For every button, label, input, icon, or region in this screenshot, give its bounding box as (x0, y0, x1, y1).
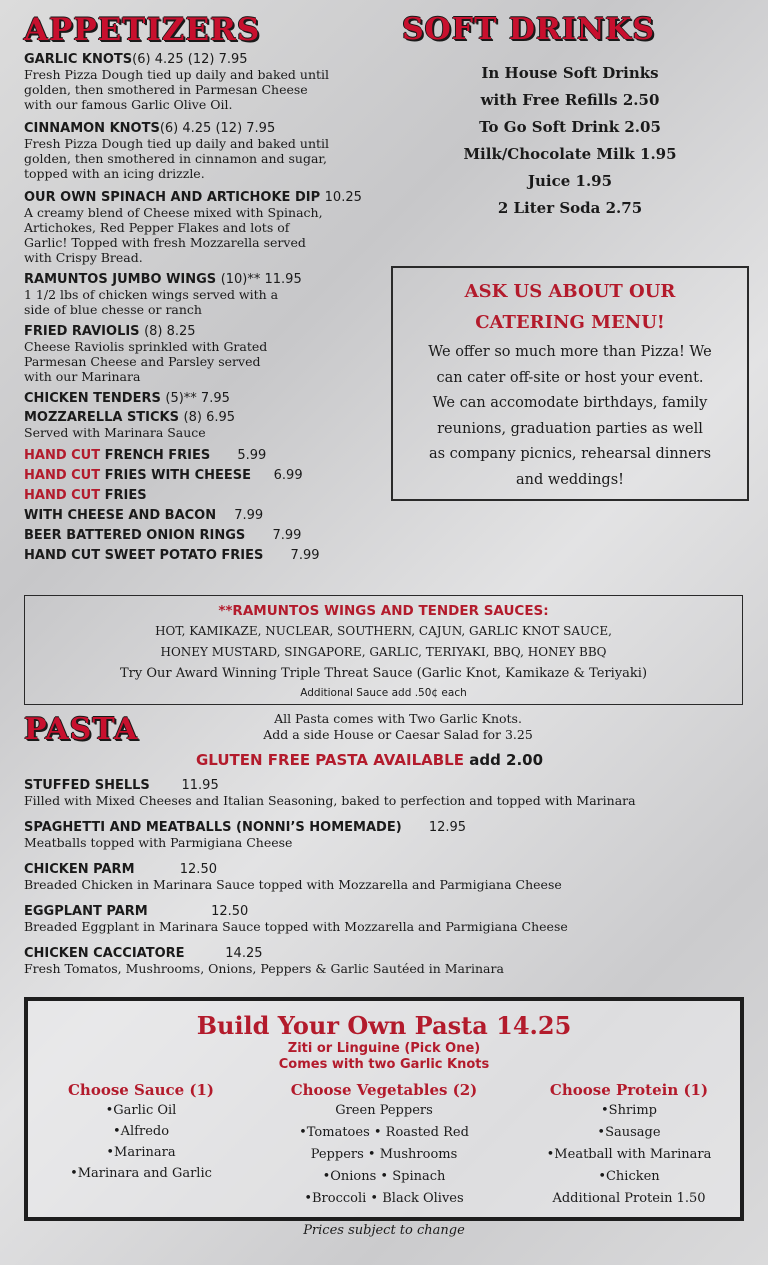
pasta-list (24, 778, 744, 976)
item-name: SPAGHETTI AND MEATBALLS (NONNI’S HOMEMADE) (24, 820, 402, 835)
item-name: CINNAMON KNOTS (24, 121, 160, 136)
fries-list (24, 446, 394, 566)
item-name: EGGPLANT PARM (24, 904, 148, 919)
sauces-box (24, 595, 743, 705)
item-price: (6) 4.25 (12) 7.95 (159, 121, 276, 136)
menu-item (24, 410, 394, 440)
vegetable-option: Peppers • Mushrooms (310, 1147, 458, 1162)
item-desc: Fresh Tomatos, Mushrooms, Onions, Peppers & Garlic Sautéed in Marinara (24, 961, 504, 976)
soft-drinks-heading: SOFT DRINKS (402, 12, 656, 47)
item-desc: 1 1/2 lbs of chicken wings served with a (24, 287, 279, 302)
item-price: 6.99 (273, 468, 303, 483)
menu-item (24, 121, 394, 181)
item-desc: Breaded Eggplant in Marinara Sauce topped with Mozzarella and Parmigiana Cheese (24, 919, 568, 934)
item-name: BEER BATTERED ONION RINGS (24, 528, 246, 543)
item-desc: with our Marinara (24, 369, 141, 384)
protein-option: •Sausage (597, 1125, 661, 1140)
gluten-free-label: GLUTEN FREE PASTA AVAILABLE (196, 751, 464, 769)
vegetable-option: •Broccoli • Black Olives (304, 1191, 464, 1206)
item-name: STUFFED SHELLS (24, 778, 150, 793)
sauce-option: •Garlic Oil (105, 1103, 177, 1118)
catering-line: reunions, graduation parties as well (437, 420, 703, 437)
item-price: 10.25 (324, 190, 362, 205)
sauce-option: •Alfredo (112, 1124, 170, 1139)
item-name: FRIES WITH CHEESE (100, 468, 252, 483)
item-price: 11.95 (181, 778, 219, 793)
build-title: Build Your Own Pasta 14.25 (196, 1011, 572, 1040)
sauce-option: •Marinara and Garlic (70, 1166, 212, 1181)
item-desc: side of blue chesse or ranch (24, 302, 202, 317)
soft-drinks-list (400, 60, 740, 222)
item-price: (8) 8.25 (144, 324, 196, 339)
pasta-note: All Pasta comes with Two Garlic Knots. (274, 711, 522, 726)
gluten-free-line (196, 751, 543, 769)
item-name: WITH CHEESE AND BACON (24, 508, 217, 523)
item-desc: Meatballs topped with Parmigiana Cheese (24, 835, 293, 850)
protein-column-title: Choose Protein (1) (549, 1081, 709, 1099)
sauce-column-title: Choose Sauce (1) (67, 1081, 215, 1099)
appetizers-heading: APPETIZERS (24, 12, 261, 48)
item-price: (6) 4.25 (12) 7.95 (132, 52, 248, 67)
menu-item (24, 862, 744, 892)
item-desc: Served with Marinara Sauce (24, 425, 206, 440)
item-name: MOZZARELLA STICKS (24, 410, 179, 425)
catering-title-1: ASK US ABOUT OUR (464, 281, 676, 302)
drink-item: 2 Liter Soda 2.75 (497, 199, 643, 217)
item-desc: Parmesan Cheese and Parsley served (24, 354, 261, 369)
protein-option: •Meatball with Marinara (546, 1147, 712, 1162)
drink-item: with Free Refills 2.50 (480, 91, 660, 109)
item-desc: Garlic! Topped with fresh Mozzarella served (24, 235, 306, 250)
item-price: 7.99 (272, 528, 302, 543)
sauces-line: HOT, KAMIKAZE, NUCLEAR, SOUTHERN, CAJUN, GARLIC KNOT SAUCE, (155, 624, 612, 638)
item-name: FRENCH FRIES (100, 448, 211, 463)
catering-line: We offer so much more than Pizza! We (428, 344, 712, 360)
item-desc: with our famous Garlic Olive Oil. (24, 97, 233, 112)
protein-option: Additional Protein 1.50 (552, 1191, 706, 1206)
appetizers-list (24, 52, 394, 566)
menu-item (24, 946, 744, 976)
drink-item: In House Soft Drinks (481, 64, 659, 82)
pasta-notes (228, 711, 568, 743)
drink-item: Juice 1.95 (527, 172, 613, 190)
item-name: RAMUNTOS JUMBO WINGS (24, 272, 217, 287)
item-desc: Breaded Chicken in Marinara Sauce topped with Mozzarella and Parmigiana Cheese (24, 877, 562, 892)
catering-line: We can accomodate birthdays, family (432, 395, 708, 411)
catering-title-2: CATERING MENU! (475, 312, 665, 333)
item-price: 5.99 (237, 448, 267, 463)
item-desc: golden, then smothered in cinnamon and sugar, (24, 151, 327, 166)
item-name: CHICKEN CACCIATORE (24, 946, 185, 961)
menu-item (24, 904, 744, 934)
vegetable-option: •Onions • Spinach (322, 1169, 446, 1184)
menu-item (24, 778, 744, 808)
build-sub: Comes with two Garlic Knots (278, 1057, 490, 1072)
item-price: 12.50 (211, 904, 249, 919)
menu-item (24, 190, 394, 265)
item-name: OUR OWN SPINACH AND ARTICHOKE DIP (24, 190, 321, 205)
build-sub: Ziti or Linguine (Pick One) (287, 1041, 481, 1056)
sauces-title: **RAMUNTOS WINGS AND TENDER SAUCES: (218, 603, 549, 619)
menu-item (24, 820, 744, 850)
hand-cut-label: HAND CUT (24, 488, 101, 503)
vegetable-option: •Tomatoes • Roasted Red (299, 1125, 469, 1140)
vegetable-option: Green Peppers (335, 1103, 433, 1118)
pasta-note: Add a side House or Caesar Salad for 3.25 (263, 727, 533, 742)
item-name: CHICKEN PARM (24, 862, 135, 877)
catering-line: as company picnics, rehearsal dinners (428, 446, 712, 462)
item-desc: golden, then smothered in Parmesan Cheese (24, 82, 308, 97)
vegetable-column (264, 1081, 504, 1210)
item-price: 14.25 (225, 946, 263, 961)
item-desc: with Crispy Bread. (24, 250, 143, 265)
item-name: GARLIC KNOTS (24, 52, 133, 67)
item-price: 7.99 (290, 548, 320, 563)
sauce-column (36, 1081, 246, 1184)
prices-disclaimer: Prices subject to change (303, 1223, 465, 1238)
catering-text (393, 340, 747, 493)
build-your-own-box (24, 997, 744, 1221)
protein-column (520, 1081, 738, 1210)
sauces-line: HONEY MUSTARD, SINGAPORE, GARLIC, TERIYAKI, BBQ, HONEY BBQ (160, 645, 607, 659)
item-desc: Artichokes, Red Pepper Flakes and lots of (24, 220, 290, 235)
catering-box (391, 266, 749, 501)
drink-item: To Go Soft Drink 2.05 (479, 118, 661, 136)
item-name: CHICKEN TENDERS (24, 391, 161, 406)
protein-option: •Shrimp (601, 1103, 657, 1118)
catering-line: and weddings! (516, 471, 624, 488)
catering-line: can cater off-site or host your event. (436, 369, 704, 386)
item-desc: topped with an icing drizzle. (24, 166, 205, 181)
item-name: HAND CUT SWEET POTATO FRIES (24, 548, 264, 563)
drink-item: Milk/Chocolate Milk 1.95 (463, 145, 677, 163)
additional-sauce-note: Additional Sauce add .50¢ each (300, 687, 467, 699)
sauce-option: •Marinara (106, 1145, 176, 1160)
item-name: FRIED RAVIOLIS (24, 324, 140, 339)
menu-item (24, 391, 394, 406)
item-desc: Fresh Pizza Dough tied up daily and baked until (24, 67, 330, 82)
item-price: (8) 6.95 (183, 410, 236, 425)
hand-cut-label: HAND CUT (24, 468, 101, 483)
item-price: (10)** 11.95 (220, 272, 302, 287)
item-desc: Fresh Pizza Dough tied up daily and baked until (24, 136, 330, 151)
menu-item (24, 324, 394, 384)
menu-item (24, 272, 394, 317)
item-price: (5)** 7.95 (165, 391, 230, 406)
protein-option: •Chicken (598, 1169, 660, 1184)
menu-item (24, 52, 394, 112)
item-price: 12.95 (428, 820, 467, 835)
pasta-heading: PASTA (24, 712, 139, 747)
item-desc: Filled with Mixed Cheeses and Italian Seasoning, baked to perfection and topped with Marinara (24, 793, 636, 808)
gluten-free-price: add 2.00 (464, 751, 544, 769)
triple-threat-line: Try Our Award Winning Triple Threat Sauce (Garlic Knot, Kamikaze & Teriyaki) (119, 666, 648, 681)
item-price: 12.50 (179, 862, 217, 877)
item-name: FRIES (100, 488, 147, 503)
hand-cut-label: HAND CUT (24, 448, 101, 463)
item-desc: A creamy blend of Cheese mixed with Spinach, (24, 205, 323, 220)
item-desc: Cheese Raviolis sprinkled with Grated (24, 339, 268, 354)
item-price: 7.99 (234, 508, 264, 523)
vegetable-column-title: Choose Vegetables (2) (290, 1081, 478, 1099)
